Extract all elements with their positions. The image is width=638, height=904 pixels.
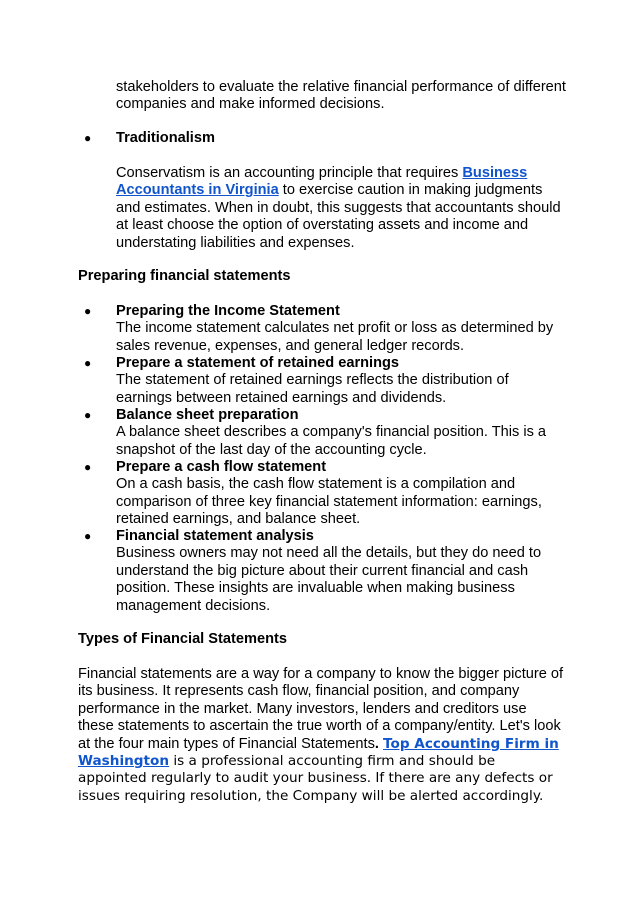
list-item-title: Prepare a cash flow statement (116, 459, 327, 475)
types-text-after: is a professional accounting firm and should be appointed regularly to audit your business. If there are any defects or issues requiring resolution, the Company will be alerted accordingly. (78, 753, 553, 804)
types-period: . (374, 735, 379, 752)
bullet-icon: ● (84, 356, 92, 370)
traditionalism-text-before: Conservatism is an accounting principle that requires (116, 165, 463, 181)
types-heading: Types of Financial Statements (78, 631, 287, 647)
list-item-title: Preparing the Income Statement (116, 303, 340, 319)
bullet-icon: ● (84, 304, 92, 318)
types-text: Financial statements are a way for a company to know the bigger picture of its business. It represents cash flow, financial position, and company performance in the market. Many investors, lenders and creditors use these statements to ascertain the true worth of a company/entity. Let's look at the four main types of Financial Statements (78, 666, 564, 752)
list-item-text: The statement of retained earnings reflects the distribution of earnings between retained earnings and dividends. (116, 372, 509, 406)
list-item (116, 407, 566, 459)
bullet-icon: ● (84, 529, 92, 543)
intro-paragraph: stakeholders to evaluate the relative financial performance of different companies and make informed decisions. (116, 79, 566, 113)
bullet-icon: ● (84, 408, 92, 422)
bullet-icon: ● (84, 460, 92, 474)
list-item-title: Balance sheet preparation (116, 407, 299, 423)
list-item-text: On a cash basis, the cash flow statement is a compilation and comparison of three key financial statement information: earnings, retained earnings, and balance sheet. (116, 476, 542, 528)
list-item (116, 303, 566, 355)
top-accounting-firm-link[interactable]: Top Accounting Firm in Washington (78, 735, 559, 770)
preparing-heading: Preparing financial statements (78, 268, 291, 284)
traditionalism-title: Traditionalism (116, 130, 215, 146)
types-paragraph (78, 666, 566, 805)
list-item (116, 355, 566, 407)
list-item (116, 459, 566, 529)
business-accountants-link[interactable]: Business Accountants in Virginia (116, 165, 528, 199)
traditionalism-paragraph (116, 165, 566, 252)
list-item (116, 528, 566, 615)
traditionalism-text-after: to exercise caution in making judgments and estimates. When in doubt, this suggests that accountants should at least choose the option of overstating assets and income and understating liabilities and expenses. (116, 182, 561, 251)
list-item-title: Financial statement analysis (116, 528, 314, 544)
list-item-text: Business owners may not need all the details, but they do need to understand the big picture about their current financial and cash position. These insights are invaluable when making business management decisions. (116, 545, 542, 614)
list-item-text: A balance sheet describes a company's financial position. This is a snapshot of the last day of the accounting cycle. (116, 424, 547, 458)
bullet-icon: ● (84, 131, 92, 145)
list-item-text: The income statement calculates net profit or loss as determined by sales revenue, expenses, and general ledger records. (116, 320, 554, 354)
list-item-title: Prepare a statement of retained earnings (116, 355, 400, 371)
